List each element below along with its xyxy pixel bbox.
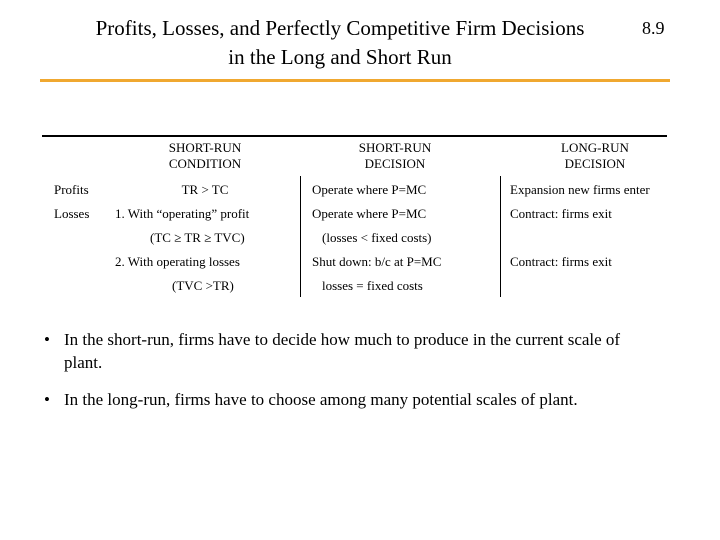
- title-accent-rule: [40, 79, 670, 82]
- table-top-rule: [42, 135, 667, 137]
- slide-title: [40, 14, 640, 72]
- cell-profits-lr-decision: Expansion new firms enter: [510, 182, 650, 197]
- header-short-run-decision: SHORT-RUN DECISION: [358, 140, 432, 171]
- bullet-marker: •: [44, 390, 50, 409]
- slide-title-line-2: in the Long and Short Run: [228, 45, 452, 69]
- bullet-list: [44, 328, 644, 425]
- slide-number: 8.9: [642, 18, 665, 38]
- cell-losses1-sr-decision: Operate where P=MC: [312, 206, 427, 221]
- bullet-text-short-run: In the short-run, firms have to decide how much to produce in the current scale of plant.: [64, 330, 621, 372]
- cell-losses1-sr-decision-detail: (losses < fixed costs): [322, 230, 432, 245]
- cell-losses1-lr-decision: Contract: firms exit: [510, 206, 612, 221]
- slide-title-line-1: Profits, Losses, and Perfectly Competitive Firm Decisions: [95, 16, 585, 40]
- column-divider-1: [300, 176, 301, 297]
- bullet-marker: •: [44, 330, 50, 349]
- cell-losses1-condition-detail: (TC ≥ TR ≥ TVC): [150, 230, 245, 245]
- bullet-item-short-run: [44, 328, 644, 374]
- cell-losses2-sr-decision-detail: losses = fixed costs: [322, 278, 423, 293]
- cell-profits-condition: TR > TC: [181, 182, 229, 197]
- cell-losses2-sr-decision: Shut down: b/c at P=MC: [312, 254, 442, 269]
- header-short-run-condition: SHORT-RUN CONDITION: [168, 140, 242, 171]
- row-label-losses: Losses: [54, 206, 90, 221]
- cell-profits-sr-decision: Operate where P=MC: [312, 182, 427, 197]
- bullet-item-long-run: [44, 388, 644, 411]
- cell-losses2-condition: 2. With operating losses: [115, 254, 240, 269]
- cell-losses1-condition: 1. With “operating” profit: [115, 206, 250, 221]
- row-label-profits: Profits: [54, 182, 89, 197]
- cell-losses2-condition-detail: (TVC >TR): [172, 278, 234, 293]
- column-divider-2: [500, 176, 501, 297]
- header-long-run-decision: LONG-RUN DECISION: [561, 140, 629, 171]
- bullet-text-long-run: In the long-run, firms have to choose among many potential scales of plant.: [64, 390, 578, 409]
- cell-losses2-lr-decision: Contract: firms exit: [510, 254, 612, 269]
